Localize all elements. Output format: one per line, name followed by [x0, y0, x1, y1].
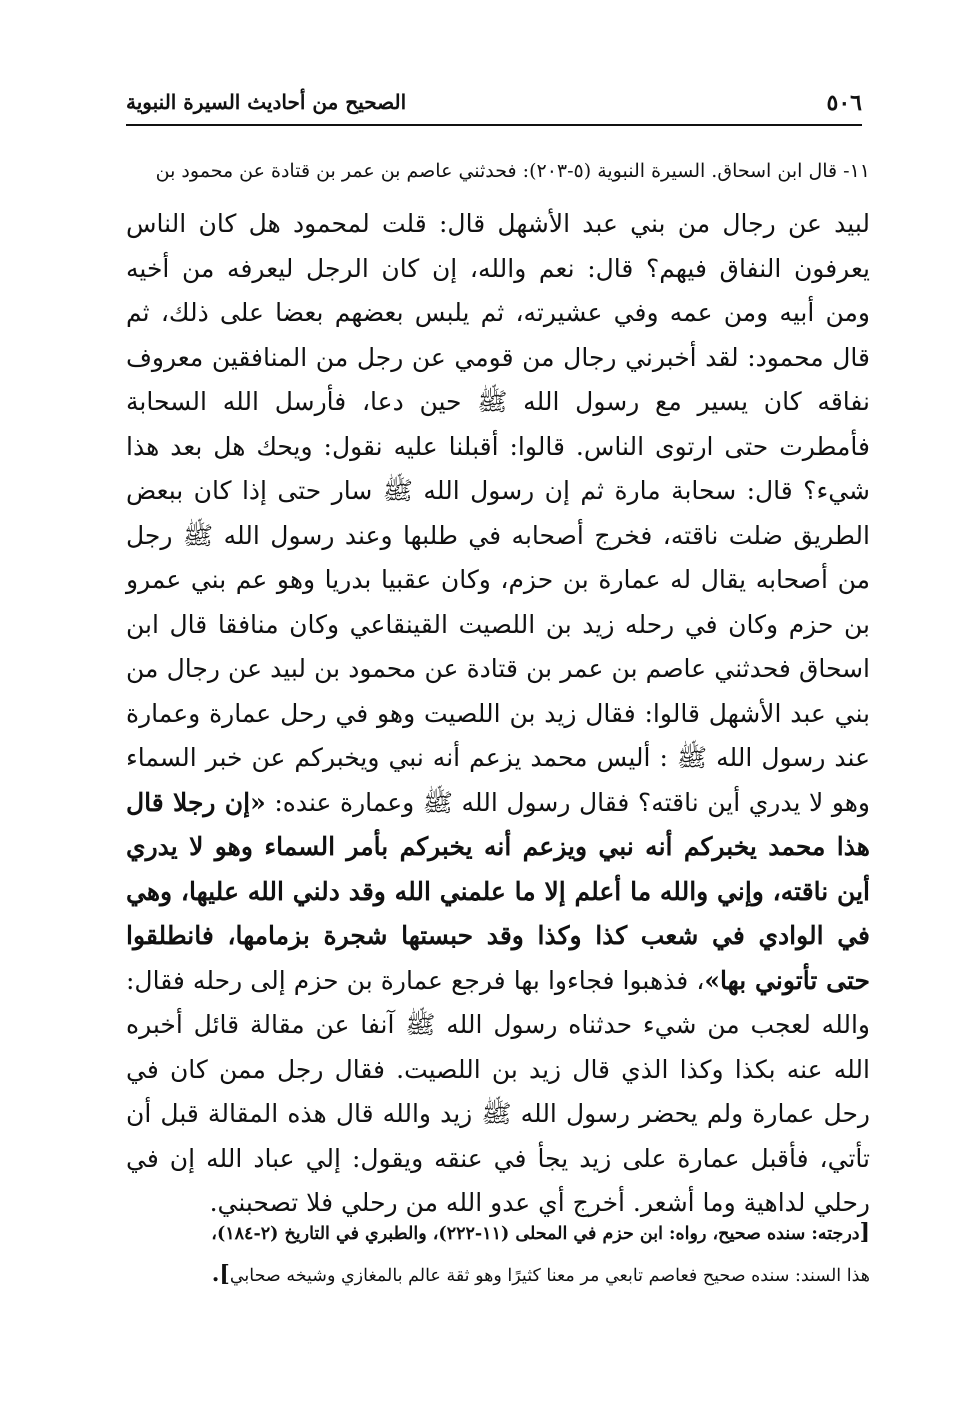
footnote-sanad-line [126, 1254, 870, 1296]
footnote-grade: درجته: سنده صحيح، رواه: ابن حزم في المحلى (١١-٢٢٢)، والطبري في التاريخ (٢-١٨٤)، [211, 1224, 860, 1244]
hadith-source-line: ١١- قال ابن اسحاق. السيرة النبوية (٥-٢٠٣): فحدثني عاصم بن عمر بن قتادة عن محمود بن [155, 160, 870, 182]
hadith-body [126, 202, 870, 1226]
book-title: الصحيح من أحاديث السيرة النبوية [126, 90, 407, 114]
header-rule [126, 124, 862, 126]
footnote-grade-line [126, 1212, 870, 1254]
footnote-open-bracket: [ [859, 1219, 870, 1245]
hadith-paragraph [126, 202, 870, 1226]
footnote [126, 1212, 870, 1296]
running-header [126, 88, 862, 126]
footnote-sanad: هذا السند: سنده صحيح فعاصم تابعي مر معنا كثيرًا وهو ثقة عالم بالمغازي وشيخه صحابي [229, 1266, 870, 1286]
footnote-close-bracket: ]. [211, 1261, 230, 1287]
page-number: ٥٠٦ [826, 90, 862, 116]
narration-part-1: لبيد عن رجال من بني عبد الأشهل قال: قلت لمحمود هل كان الناس يعرفون النفاق فيهم؟ قال: نعم والله، إن كان الرجل ليعرفه من أخيه ومن أبيه ومن عمه وفي عشيرته، ثم يلبس بعضهم بعضا على ذلك، ثم قال محمود: لقد أخبرني رجال من قومي عن رجل من المنافقين معروف نفاقه كان يسير مع رسول الله ﷺ حين دعا، فأرسل الله السحابة فأمطرت حتى ارتوى الناس. قالوا: أقبلنا عليه نقول: ويحك هل بعد هذا شيء؟ قال: سحابة مارة ثم إن رسول الله ﷺ سار حتى إذا كان ببعض الطريق ضلت ناقته، فخرج أصحابه في طلبها وعند رسول الله ﷺ رجل من أصحابه يقال له عمارة بن حزم، وكان عقبيا بدريا وهو عم بني عمرو بن حزم وكان في رحله زيد بن اللصيت القينقاعي وكان منافقا قال ابن اسحاق فحدثني عاصم بن عمر بن قتادة عن محمود بن لبيد عن رجال من بني عبد الأشهل قالوا: فقال زيد بن اللصيت وهو في رحل عمارة وعمارة عند رسول الله ﷺ : أليس محمد يزعم أنه نبي ويخبركم عن خبر السماء وهو لا يدري أين ناقته؟ فقال رسول الله ﷺ وعمارة عنده: [126, 209, 870, 817]
prophetic-quote: «إن رجلا قال هذا محمد يخبركم أنه نبي ويزعم أنه يخبركم بأمر السماء وهو لا يدري أين ناقته، وإني والله ما أعلم إلا ما علمني الله وقد دلني الله عليها، وهي في الوادي في شعب كذا وكذا وقد حبستها شجرة بزمامها، فانطلقوا حتى تأتوني بها» [126, 787, 871, 995]
narration-part-2: ، فذهبوا فجاءوا بها فرجع عمارة بن حزم إلى رحله فقال: والله لعجب من شيء حدثناه رسول الله ﷺ آنفا عن مقالة قائل أخبره الله عنه بكذا وكذا الذي قال زيد بن اللصيت. فقال رجل ممن كان في رحل عمارة ولم يحضر رسول الله ﷺ زيد والله قال هذه المقالة قبل أن تأتي، فأقبل عمارة على زيد يجأ في عنقه ويقول: إلي عباد الله إن في رحلي لداهية وما أشعر. أخرج أي عدو الله من رحلي فلا تصحبني. [126, 965, 870, 1217]
